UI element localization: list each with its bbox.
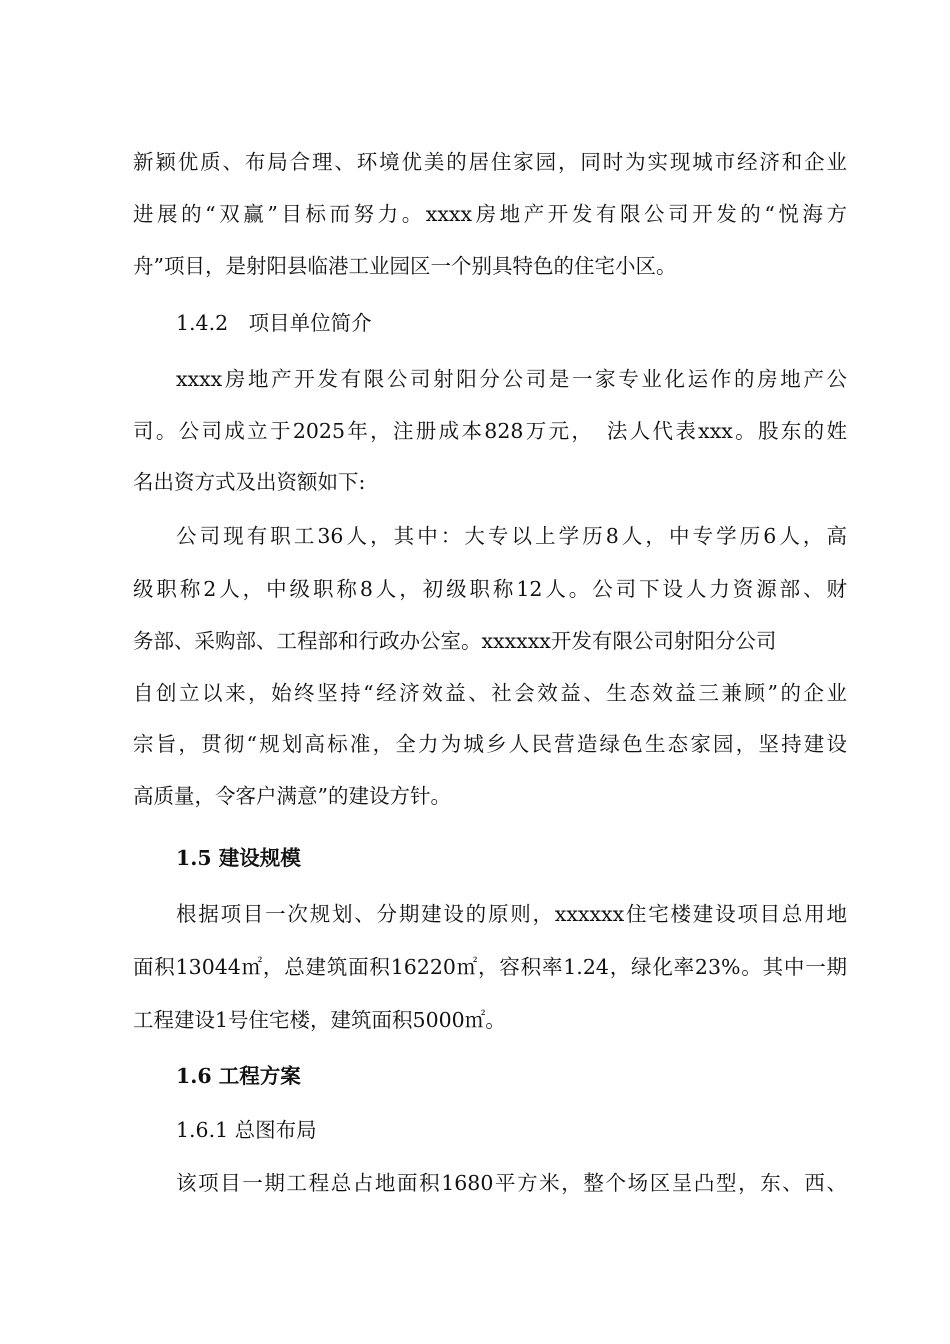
section-heading-1-6: 1.6 工程方案 xyxy=(176,1064,301,1088)
subsection-heading-1-6-1: 1.6.1 总图布局 xyxy=(176,1118,317,1142)
paragraph-line: 级职称2人，中级职称8人，初级职称12人。公司下设人力资源部、财 xyxy=(133,577,847,601)
paragraph-line: 高质量，令客户满意”的建设方针。 xyxy=(133,784,451,808)
paragraph-line: 该项目一期工程总占地面积1680平方米，整个场区呈凸型，东、西、 xyxy=(176,1171,847,1195)
paragraph-line: 工程建设1号住宅楼，建筑面积5000㎡。 xyxy=(133,1008,506,1032)
paragraph-line: 新颖优质、布局合理、环境优美的居住家园，同时为实现城市经济和企业 xyxy=(133,150,847,174)
paragraph-line: 根据项目一次规划、分期建设的原则，xxxxxx住宅楼建设项目总用地 xyxy=(176,902,847,926)
paragraph-line: 名出资方式及出资额如下: xyxy=(133,470,366,494)
paragraph-line: 务部、采购部、工程部和行政办公室。xxxxxx开发有限公司射阳分公司 xyxy=(133,629,777,653)
section-heading-1-5: 1.5 建设规模 xyxy=(176,846,301,870)
paragraph-line: 进展的“双赢”目标而努力。xxxx房地产开发有限公司开发的“悦海方 xyxy=(133,202,847,226)
paragraph-line: 公司现有职工36人，其中：大专以上学历8人，中专学历6人，高 xyxy=(176,524,847,548)
paragraph-line: 面积13044㎡，总建筑面积16220㎡，容积率1.24，绿化率23%。其中一期 xyxy=(133,955,847,979)
paragraph-line: xxxx房地产开发有限公司射阳分公司是一家专业化运作的房地产公 xyxy=(176,367,847,391)
paragraph-line: 舟”项目，是射阳县临港工业园区一个别具特色的住宅小区。 xyxy=(133,254,677,278)
paragraph-line: 司。公司成立于2025年，注册成本828万元， 法人代表xxx。股东的姓 xyxy=(133,419,847,443)
paragraph-line: 自创立以来，始终坚持“经济效益、社会效益、生态效益三兼顾”的企业 xyxy=(133,681,847,705)
paragraph-line: 宗旨，贯彻“规划高标准，全力为城乡人民营造绿色生态家园，坚持建设 xyxy=(133,732,847,756)
subsection-heading-1-4-2: 1.4.2 项目单位简介 xyxy=(176,311,372,335)
